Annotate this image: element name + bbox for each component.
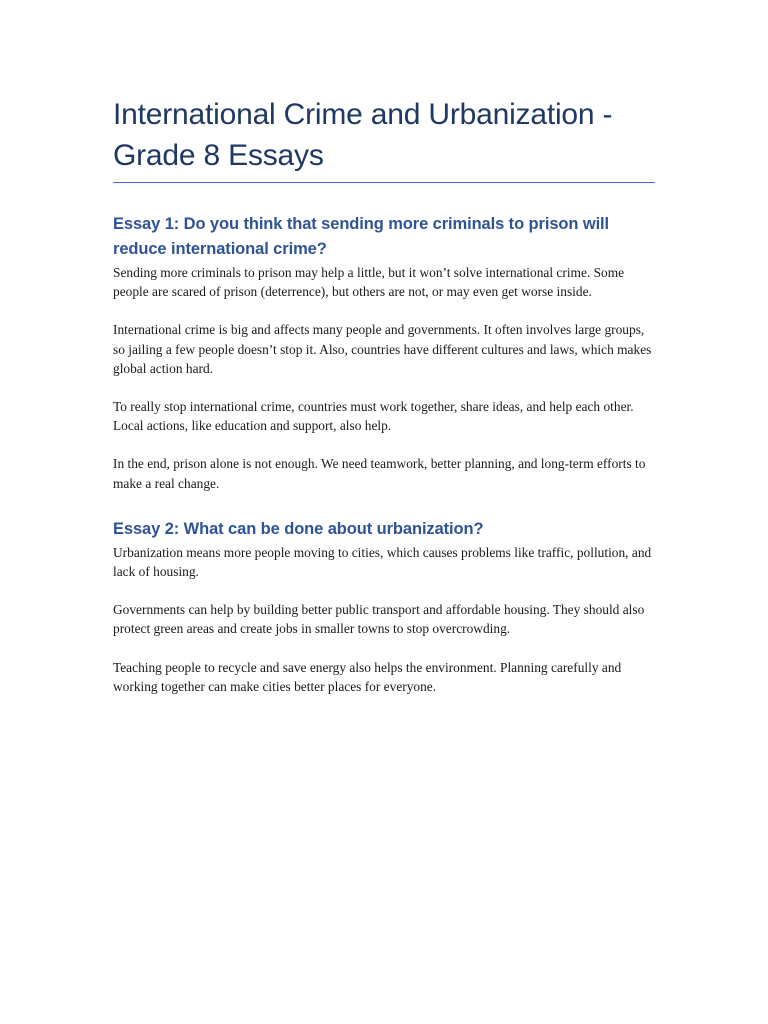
- essay-1-heading: Essay 1: Do you think that sending more criminals to prison will reduce international crime?: [113, 215, 610, 258]
- essay-2-paragraph-3: Teaching people to recycle and save energy also helps the environment. Planning carefully and working together can make cities better places for everyone.: [113, 659, 622, 694]
- essay-2-paragraph-1: Urbanization means more people moving to cities, which causes problems like traffic, pollution, and lack of housing.: [113, 544, 652, 580]
- essay-2-paragraph-2: Governments can help by building better public transport and affordable housing. They should also protect green areas and create jobs in smaller towns to stop overcrowding.: [113, 602, 645, 637]
- essay-1: [113, 212, 655, 493]
- document-title: International Crime and Urbanization - Grade 8 Essays: [113, 98, 613, 172]
- essay-1-paragraph-1: Sending more criminals to prison may help a little, but it won’t solve international crime. Some people are scared of prison (deterrence), but others are not, or may even get worse inside.: [113, 265, 625, 300]
- essay-1-paragraph-4: In the end, prison alone is not enough. We need teamwork, better planning, and long-term efforts to make a real change.: [113, 456, 646, 491]
- document-page: [113, 94, 655, 696]
- essay-2: [113, 517, 655, 696]
- title-underline: [113, 182, 655, 183]
- essay-1-paragraph-3: To really stop international crime, countries must work together, share ideas, and help each other. Local actions, like education and support, also help.: [113, 399, 634, 434]
- essay-2-heading: Essay 2: What can be done about urbanization?: [113, 519, 484, 538]
- essay-1-paragraph-2: International crime is big and affects many people and governments. It often involves large groups, so jailing a few people doesn’t stop it. Also, countries have different cultures and laws, which makes global action hard.: [113, 322, 652, 376]
